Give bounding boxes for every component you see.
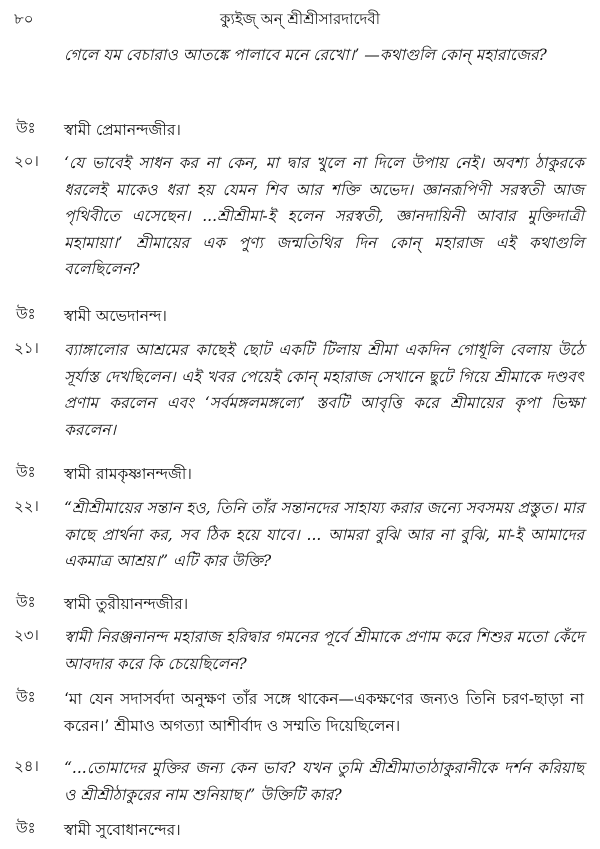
page-number: ৮০ xyxy=(14,10,34,28)
question-text: “শ্রীশ্রীমায়ের সন্তান হও, তিনি তাঁর সন্তানদের সাহায্য করার জন্যে সবসময় প্রস্তুত। মার কাছে প্রার্থনা কর, সব ঠিক হয়ে যাবে। ... আমরা বুঝি আর না বুঝি, মা-ই আমাদের একমাত্র আশ্রয়।” এটি কার উক্তি? xyxy=(64,499,584,570)
answer-text: স্বামী রামকৃষ্ণানন্দজী। xyxy=(64,465,192,483)
answer-text: ‘মা যেন সদাসর্বদা অনুক্ষণ তাঁর সঙ্গে থাকেন—একক্ষণের জন্যও তিনি চরণ-ছাড়া না করেন।’ শ্রীমাও অগত্যা আশীর্বাদ ও সম্মতি দিয়েছিলেন। xyxy=(64,690,584,735)
running-title: ক্যুইজ্ অন্ শ্রীশ্রীসারদাদেবী xyxy=(219,10,381,28)
answer-text: স্বামী তুরীয়ানন্দজীর। xyxy=(64,595,189,613)
answer-label: উঃ xyxy=(16,463,36,481)
question-text: ‘যে ভাবেই সাধন কর না কেন, মা দ্বার খুলে না দিলে উপায় নেই। অবশ্য ঠাকুরকে ধরলেই মাকেও ধরা হয় যেমন শিব আর শক্তি অভেদ। জ্ঞানরূপিণী সরস্বতী আজ পৃথিবীতে এসেছেন। ...শ্রীশ্রীমা-ই হলেন সরস্বতী, জ্ঞানদায়িনী আবার মুক্তিদাত্রী মহামায়া।’ শ্রীমায়ের এক পুণ্য জন্মতিথির দিন কোন্ মহারাজ এই কথাগুলি বলেছিলেন? xyxy=(64,154,584,278)
answer-text: স্বামী অভেদানন্দ। xyxy=(64,307,167,325)
question-text: গেলে যম বেচারাও আতঙ্কে পালাবে মনে রেখো।’ —কথাগুলি কোন্ মহারাজের? xyxy=(64,46,547,64)
question-number: ২১। xyxy=(14,339,39,357)
answer-text: স্বামী প্রেমানন্দজীর। xyxy=(64,121,181,139)
answer-label: উঃ xyxy=(16,819,36,837)
question-number: ২০। xyxy=(14,152,39,170)
question-text: “...তোমাদের মুক্তির জন্য কেন ভাব? যখন তুমি শ্রীশ্রীমাতাঠাকুরানীকে দর্শন করিয়াছ ও শ্রীশ্রীঠাকুরের নাম শুনিয়াছ।” উক্তিটি কার? xyxy=(64,759,584,804)
answer-label: উঃ xyxy=(16,119,36,137)
answer-text: স্বামী সুবোধানন্দের। xyxy=(64,821,181,839)
page-header xyxy=(0,8,600,32)
answer-label: উঃ xyxy=(16,305,36,323)
question-text: ব্যাঙ্গালোর আশ্রমের কাছেই ছোট একটি টিলায় শ্রীমা একদিন গোধূলি বেলায় উঠে সূর্যাস্ত দেখছিলেন। এই খবর পেয়েই কোন্ মহারাজ সেখানে ছুটে গিয়ে শ্রীমাকে দণ্ডবৎ প্রণাম করলেন এবং ‘সর্বমঙ্গলমঙ্গল্যে’ স্তবটি আবৃত্তি করে শ্রীমায়ের কৃপা ভিক্ষা করলেন। xyxy=(64,341,584,439)
question-number: ২২। xyxy=(14,497,39,515)
question-number: ২৩। xyxy=(14,626,39,644)
answer-label: উঃ xyxy=(16,593,36,611)
question-number: ২৪। xyxy=(14,757,39,775)
answer-label: উঃ xyxy=(16,688,36,706)
question-text: স্বামী নিরঞ্জনানন্দ মহারাজ হরিদ্বার গমনের পূর্বে শ্রীমাকে প্রণাম করে শিশুর মতো কেঁদে আবদার করে কি চেয়েছিলেন? xyxy=(64,628,584,673)
